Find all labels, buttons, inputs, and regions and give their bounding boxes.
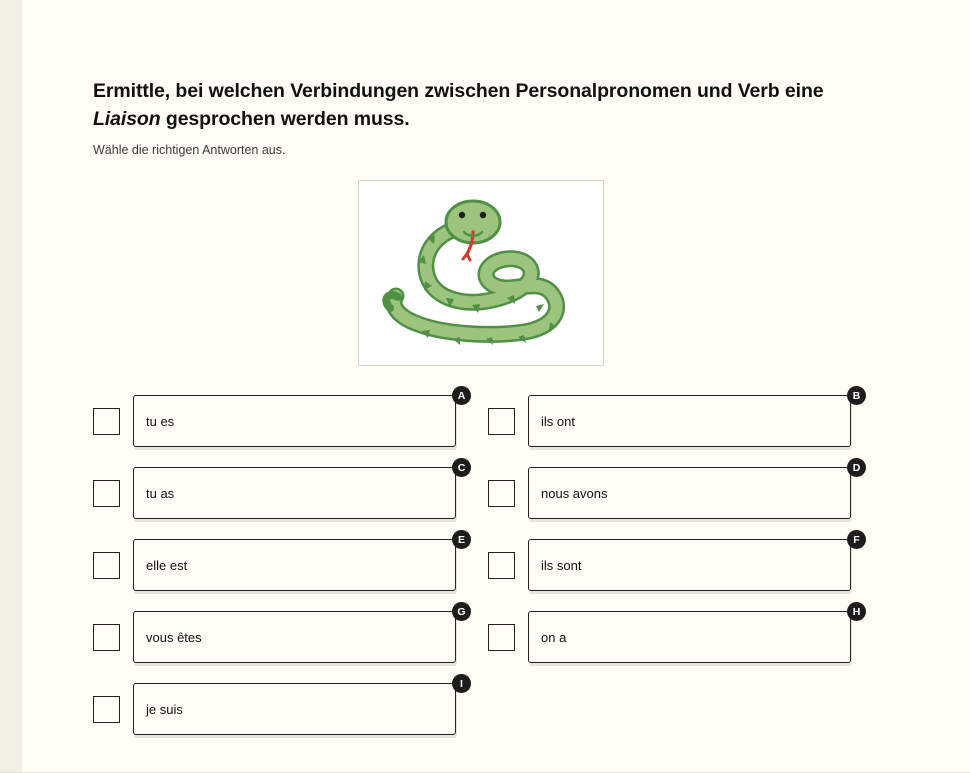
answer-text-f[interactable]: ils sont (528, 539, 851, 591)
answer-badge-i: I (452, 674, 471, 693)
answer-checkbox-i[interactable] (93, 696, 120, 723)
answer-option-g[interactable] (93, 601, 485, 673)
exercise-page (22, 0, 970, 773)
answer-option-e[interactable] (93, 529, 485, 601)
answer-text-g[interactable]: vous êtes (133, 611, 456, 663)
answer-badge-c: C (452, 458, 471, 477)
answer-option-i[interactable] (93, 673, 485, 745)
exercise-content (22, 0, 893, 745)
title-text-after-italic: gesprochen werden muss. (160, 107, 410, 130)
answer-checkbox-g[interactable] (93, 624, 120, 651)
answer-text-d[interactable]: nous avons (528, 467, 851, 519)
page-title (93, 78, 868, 133)
answer-checkbox-a[interactable] (93, 408, 120, 435)
answer-checkbox-b[interactable] (488, 408, 515, 435)
answer-badge-a: A (452, 386, 471, 405)
answer-option-f[interactable] (488, 529, 880, 601)
answer-badge-h: H (847, 602, 866, 621)
answer-checkbox-c[interactable] (93, 480, 120, 507)
answer-badge-g: G (452, 602, 471, 621)
title-text-before-italic: Ermittle, bei welchen Verbindungen zwischen Personalpronomen und Verb eine (93, 80, 824, 102)
answer-option-d[interactable] (488, 457, 880, 529)
answer-option-c[interactable] (93, 457, 485, 529)
answer-text-b[interactable]: ils ont (528, 395, 851, 447)
answer-text-h[interactable]: on a (528, 611, 851, 663)
answer-checkbox-d[interactable] (488, 480, 515, 507)
page-left-margin-strip (0, 0, 23, 773)
answer-option-b[interactable] (488, 385, 880, 457)
green-snake-illustration (374, 196, 588, 351)
answer-option-a[interactable] (93, 385, 485, 457)
illustration-container (93, 180, 868, 366)
answer-option-h[interactable] (488, 601, 880, 673)
answer-text-e[interactable]: elle est (133, 539, 456, 591)
answer-text-c[interactable]: tu as (133, 467, 456, 519)
answer-text-a[interactable]: tu es (133, 395, 456, 447)
answer-checkbox-e[interactable] (93, 552, 120, 579)
answer-text-i[interactable]: je suis (133, 683, 456, 735)
page-subtitle: Wähle die richtigen Antworten aus. (93, 143, 286, 158)
answer-badge-d: D (847, 458, 866, 477)
answer-badge-b: B (847, 386, 866, 405)
answer-badge-e: E (452, 530, 471, 549)
answer-badge-f: F (847, 530, 866, 549)
title-italic-term: Liaison (93, 107, 161, 130)
answer-options-list (93, 385, 883, 745)
answer-checkbox-f[interactable] (488, 552, 515, 579)
illustration-frame (358, 180, 604, 366)
answer-checkbox-h[interactable] (488, 624, 515, 651)
